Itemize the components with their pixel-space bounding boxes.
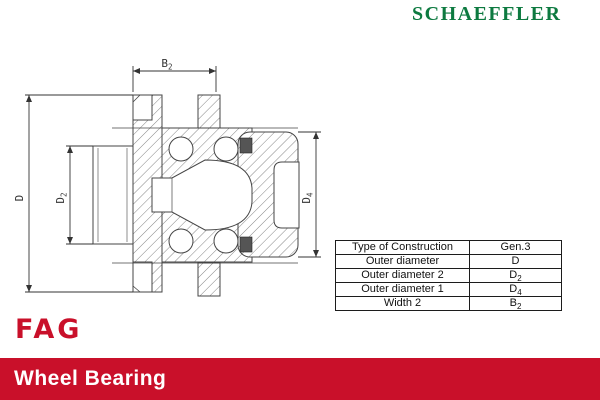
spec-value-text: B — [509, 297, 517, 310]
dimension-d2 — [66, 146, 93, 244]
dim-d2-base: D — [54, 196, 67, 204]
spec-value-text: Gen.3 — [500, 241, 531, 254]
schaeffler-logo: SCHAEFFLER — [412, 3, 562, 25]
footer-title: Wheel Bearing — [14, 367, 167, 390]
flange-notch — [274, 162, 299, 228]
spec-label: Outer diameter — [336, 255, 470, 269]
dim-b2-sub: 2 — [168, 62, 173, 72]
footer-bar — [0, 358, 600, 400]
dimension-label-d — [13, 195, 26, 202]
spec-value — [470, 241, 562, 255]
spec-value-text: D — [509, 269, 518, 282]
spec-value-text: D — [511, 255, 520, 268]
spec-value — [470, 283, 562, 297]
hub-bearing-section-drawing — [0, 50, 340, 315]
hub-pilot — [93, 146, 133, 244]
table-row — [336, 269, 562, 283]
dim-d4-base: D — [300, 196, 313, 204]
spec-label: Type of Construction — [336, 241, 470, 255]
table-row — [336, 241, 562, 255]
spec-label: Outer diameter 1 — [336, 283, 470, 297]
dim-d-base: D — [13, 194, 26, 202]
spec-table — [335, 240, 562, 311]
table-row — [336, 255, 562, 269]
dimension-b2 — [133, 66, 216, 92]
dim-d4-sub: 4 — [305, 192, 315, 197]
table-row — [336, 283, 562, 297]
spec-value — [470, 269, 562, 283]
dim-d2-sub: 2 — [59, 192, 69, 197]
spec-value-text: D — [509, 283, 518, 296]
spec-value-sub: 2 — [516, 302, 522, 312]
spec-value-sub: 2 — [517, 274, 522, 284]
dimension-label-b2 — [161, 57, 172, 72]
fag-logo: FAG — [15, 314, 83, 345]
spec-value — [470, 255, 562, 269]
spec-label: Width 2 — [336, 297, 470, 311]
spec-value-sub: 4 — [517, 288, 522, 298]
dim-b2-base: B — [161, 57, 169, 70]
dimension-label-d2 — [54, 192, 69, 203]
table-row — [336, 297, 562, 311]
spec-label: Outer diameter 2 — [336, 269, 470, 283]
spec-value — [470, 297, 562, 311]
dimension-label-d4 — [300, 192, 315, 204]
technical-drawing — [0, 50, 340, 315]
